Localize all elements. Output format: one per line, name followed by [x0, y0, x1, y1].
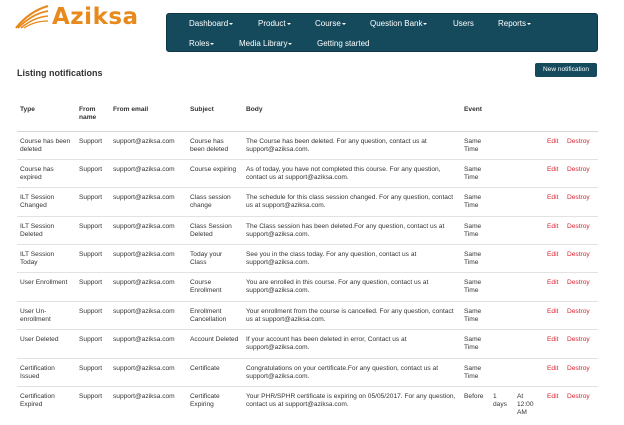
caret-down-icon: [288, 43, 292, 45]
cell-type: Course has been deleted: [17, 131, 76, 159]
table-row: [17, 131, 598, 159]
caret-down-icon: [210, 43, 214, 45]
edit-link[interactable]: Edit: [547, 251, 559, 259]
cell-event: Same Time: [461, 131, 490, 159]
edit-link[interactable]: Edit: [547, 137, 559, 145]
page-title: Listing notifications: [17, 68, 103, 78]
nav-roles[interactable]: [189, 39, 214, 49]
cell-from-email: support@aziksa.com: [110, 245, 187, 273]
cell-body: The Course has been deleted. For any question, contact us at support@aziksa.com.: [243, 131, 461, 159]
nav-getting-started[interactable]: [317, 39, 369, 49]
destroy-link[interactable]: Destroy: [567, 194, 590, 202]
cell-event-time: At 12:00 AM: [514, 387, 544, 421]
table-row: [17, 216, 598, 244]
cell-from-name: Support: [76, 387, 110, 421]
cell-event: Same Time: [461, 216, 490, 244]
destroy-link[interactable]: Destroy: [567, 393, 590, 401]
cell-type: ILT Session Changed: [17, 188, 76, 216]
edit-link[interactable]: Edit: [547, 307, 559, 315]
cell-from-name: Support: [76, 188, 110, 216]
cell-event-time: [514, 216, 544, 244]
cell-event-time: [514, 358, 544, 386]
table-row: [17, 188, 598, 216]
header-type: Type: [17, 103, 76, 131]
header-from-email: From email: [110, 103, 187, 131]
cell-body: Your enrollment from the course is cancelled. For any question, contact us at support@aziksa.com.: [243, 301, 461, 329]
cell-subject: Class session change: [187, 188, 243, 216]
cell-subject: Course expiring: [187, 159, 243, 187]
cell-type: User Deleted: [17, 330, 76, 358]
cell-from-name: Support: [76, 273, 110, 301]
header-event: Event: [461, 103, 490, 131]
cell-from-email: support@aziksa.com: [110, 216, 187, 244]
cell-event-amount: [490, 245, 514, 273]
edit-link[interactable]: Edit: [547, 393, 559, 401]
cell-event: Same Time: [461, 159, 490, 187]
header-blank: [514, 103, 544, 131]
cell-subject: Class Session Deleted: [187, 216, 243, 244]
nav-dashboard-label: Dashboard: [189, 19, 229, 28]
cell-from-email: support@aziksa.com: [110, 188, 187, 216]
nav-question-bank[interactable]: [370, 19, 427, 29]
cell-event-time: [514, 330, 544, 358]
cell-event-amount: [490, 273, 514, 301]
cell-type: Course has expired: [17, 159, 76, 187]
destroy-link[interactable]: Destroy: [567, 222, 590, 230]
table-row: [17, 273, 598, 301]
cell-from-name: Support: [76, 159, 110, 187]
nav-reports[interactable]: [498, 19, 531, 29]
cell-subject: Certificate Expiring: [187, 387, 243, 421]
cell-body: Congratulations on your certificate.For any question, contact us at support@aziksa.com.: [243, 358, 461, 386]
nav-question-bank-label: Question Bank: [370, 19, 423, 28]
header-subject: Subject: [187, 103, 243, 131]
cell-from-name: Support: [76, 301, 110, 329]
cell-event-amount: [490, 131, 514, 159]
header-blank: [490, 103, 514, 131]
cell-event-time: [514, 301, 544, 329]
destroy-link[interactable]: Destroy: [567, 251, 590, 259]
cell-from-email: support@aziksa.com: [110, 330, 187, 358]
destroy-link[interactable]: Destroy: [567, 279, 590, 287]
cell-event: Same Time: [461, 273, 490, 301]
caret-down-icon: [527, 23, 531, 25]
brand-logo[interactable]: [14, 4, 139, 30]
cell-subject: Today your Class: [187, 245, 243, 273]
brand-name: Aziksa: [52, 4, 139, 30]
cell-from-email: support@aziksa.com: [110, 159, 187, 187]
table-row: [17, 159, 598, 187]
cell-event-amount: [490, 301, 514, 329]
header-blank: [544, 103, 564, 131]
edit-link[interactable]: Edit: [547, 222, 559, 230]
cell-subject: Enrollment Cancellation: [187, 301, 243, 329]
cell-body: As of today, you have not completed this course. For any question, contact us at support@aziksa.com.: [243, 159, 461, 187]
cell-type: User Enrollment: [17, 273, 76, 301]
cell-event: Same Time: [461, 358, 490, 386]
caret-down-icon: [229, 23, 233, 25]
nav-users-label: Users: [453, 19, 474, 28]
header-from-name: From name: [76, 103, 110, 131]
cell-from-name: Support: [76, 131, 110, 159]
destroy-link[interactable]: Destroy: [567, 364, 590, 372]
cell-event-time: [514, 159, 544, 187]
cell-body: The Class session has been deleted.For any question, contact us at support@aziksa.com.: [243, 216, 461, 244]
cell-body: The schedule for this class session changed. For any question, contact us at support@aziksa.com.: [243, 188, 461, 216]
cell-event-amount: 1 days: [490, 387, 514, 421]
cell-event: Before: [461, 387, 490, 421]
cell-from-email: support@aziksa.com: [110, 131, 187, 159]
cell-from-name: Support: [76, 216, 110, 244]
cell-from-email: support@aziksa.com: [110, 301, 187, 329]
cell-event-time: [514, 188, 544, 216]
cell-event: Same Time: [461, 188, 490, 216]
nav-roles-label: Roles: [189, 39, 210, 48]
edit-link[interactable]: Edit: [547, 279, 559, 287]
cell-from-name: Support: [76, 358, 110, 386]
nav-dashboard[interactable]: [189, 19, 233, 29]
table-row: [17, 301, 598, 329]
nav-product[interactable]: [258, 19, 291, 29]
cell-from-name: Support: [76, 245, 110, 273]
edit-link[interactable]: Edit: [547, 194, 559, 202]
nav-users[interactable]: [453, 19, 474, 29]
caret-down-icon: [423, 23, 427, 25]
cell-type: Certification Issued: [17, 358, 76, 386]
edit-link[interactable]: Edit: [547, 364, 559, 372]
header-body: Body: [243, 103, 461, 131]
cell-body: See you in the class today. For any question, contact us at support@aziksa.com.: [243, 245, 461, 273]
table-row: [17, 387, 598, 421]
cell-from-email: support@aziksa.com: [110, 358, 187, 386]
cell-from-email: support@aziksa.com: [110, 273, 187, 301]
cell-event: Same Time: [461, 301, 490, 329]
cell-subject: Certificate: [187, 358, 243, 386]
edit-link[interactable]: Edit: [547, 336, 559, 344]
nav-getting-started-label: Getting started: [317, 39, 370, 48]
table-header-row: [17, 103, 598, 131]
cell-subject: Course has been deleted: [187, 131, 243, 159]
cell-event-amount: [490, 188, 514, 216]
main-navbar: [166, 13, 598, 52]
cell-event-amount: [490, 330, 514, 358]
nav-media-library[interactable]: [239, 39, 292, 49]
cell-body: Your PHR/SPHR certificate is expiring on 05/05/2017. For any question, contact us at support@aziksa.com.: [243, 387, 461, 421]
nav-product-label: Product: [258, 19, 286, 28]
destroy-link[interactable]: Destroy: [567, 336, 590, 344]
nav-course-label: Course: [315, 19, 341, 28]
destroy-link[interactable]: Destroy: [567, 137, 590, 145]
caret-down-icon: [342, 23, 346, 25]
table-row: [17, 358, 598, 386]
cell-from-name: Support: [76, 330, 110, 358]
notifications-table: [17, 103, 598, 421]
cell-from-email: support@aziksa.com: [110, 387, 187, 421]
edit-link[interactable]: Edit: [547, 165, 559, 173]
cell-type: Certification Expired: [17, 387, 76, 421]
cell-body: You are enrolled in this course. For any question, contact us at support@aziksa.com.: [243, 273, 461, 301]
nav-reports-label: Reports: [498, 19, 527, 28]
cell-event: Same Time: [461, 245, 490, 273]
cell-type: ILT Session Deleted: [17, 216, 76, 244]
cell-type: User Un-enrollment: [17, 301, 76, 329]
nav-media-library-label: Media Library: [239, 39, 288, 48]
cell-subject: Course Enrollment: [187, 273, 243, 301]
cell-type: ILT Session Today: [17, 245, 76, 273]
destroy-link[interactable]: Destroy: [567, 307, 590, 315]
table-row: [17, 330, 598, 358]
cell-event-time: [514, 131, 544, 159]
logo-icon: [14, 4, 50, 30]
destroy-link[interactable]: Destroy: [567, 165, 590, 173]
cell-event-amount: [490, 216, 514, 244]
caret-down-icon: [287, 23, 291, 25]
new-notification-button[interactable]: New notification: [535, 63, 597, 77]
cell-event-amount: [490, 159, 514, 187]
table-row: [17, 245, 598, 273]
header-blank: [564, 103, 598, 131]
cell-event-amount: [490, 358, 514, 386]
cell-body: If your account has been deleted in error, Contact us at support@aziksa.com.: [243, 330, 461, 358]
cell-event-time: [514, 245, 544, 273]
nav-course[interactable]: [315, 19, 346, 29]
cell-event: Same Time: [461, 330, 490, 358]
cell-event-time: [514, 273, 544, 301]
cell-subject: Account Deleted: [187, 330, 243, 358]
